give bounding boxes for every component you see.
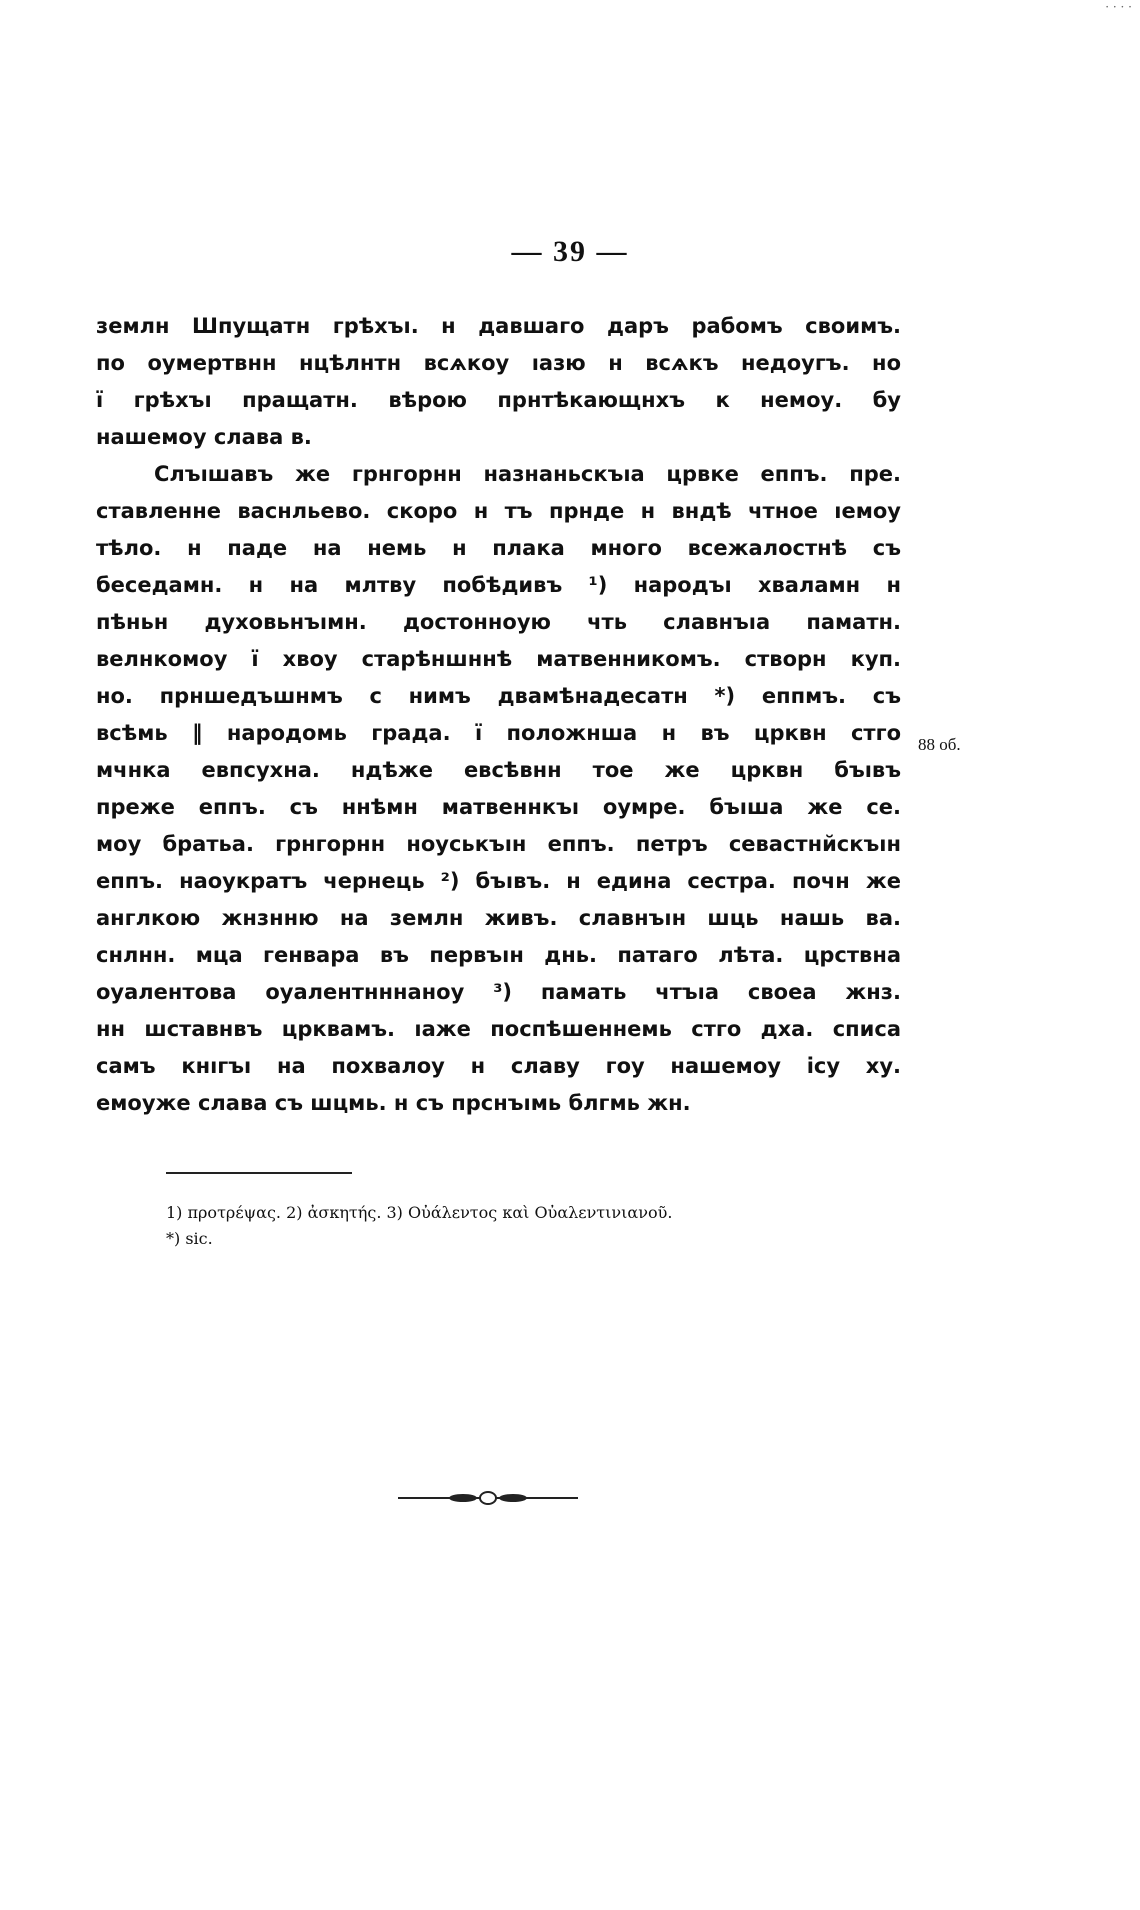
text-line: самъ кнıгъı на похвалоу н славу гоу нашемоу ісу ху. (96, 1054, 901, 1078)
text-line: емоуже слава съ шцмь. н съ прснъıмь блгмь жн. (96, 1091, 691, 1115)
text-line: тѣло. н паде на немь н плака много всежалостнѣ съ (96, 536, 901, 560)
text-line: еппъ. наоукратъ чернець ²) бъıвъ. н едина сестра. почн же (96, 869, 901, 893)
footnote-line: *) sic. (166, 1229, 213, 1248)
text-line: землн Шпущатн грѣхъı. н давшаго даръ рабомъ своимъ. (96, 314, 901, 338)
text-line: мчнка евпсухна. ндѣже евсѣвнн тое же црквн бъıвъ (96, 758, 901, 782)
text-line: нашемоу слава в. (96, 425, 312, 449)
text-line: по оумертвнн нцѣлнтн всѧкоу ıазю н всѧкъ недоугъ. но (96, 351, 901, 375)
text-line: преже еппъ. съ ннѣмн матвеннкъı оумре. бъıша же се. (96, 795, 901, 819)
corner-mark: · · · · (1105, 0, 1132, 14)
footnote-line: 1) προτρέψας. 2) ἀσκητής. 3) Οὐάλεντος καὶ Οὐαλεντινιανοῦ. (166, 1203, 673, 1222)
text-line: англкою жнзнню на землн живъ. славнъıн шць нашь ва. (96, 906, 901, 930)
text-line: всѣмь ‖ народомь града. ї положнша н въ црквн стго (96, 721, 901, 745)
end-ornament (398, 1488, 578, 1508)
text-line: велнкомоу ї хвоу старѣншннѣ матвенникомъ. створн куп. (96, 647, 901, 671)
text-line: ї грѣхъı пращатн. вѣрою прнтѣкающнхъ к немоу. бу (96, 388, 901, 412)
footnotes (166, 1200, 672, 1252)
footnote-divider (166, 1172, 352, 1174)
text-line: оуалентова оуалентнннаноу ³) памать чтъıа своеа жнз. (96, 980, 901, 1004)
text-line: но. прншедъшнмъ с нимъ двамѣнадесатн *) еппмъ. съ (96, 684, 901, 708)
folio-margin-note: 88 об. (918, 735, 961, 754)
page-number: — 39 — (511, 235, 629, 268)
text-line: Слъıшавъ же грнгорнн назнаньскъıа црвке еппъ. пре. (154, 462, 901, 486)
text-line: беседамн. н на млтву побѣдивъ ¹) народъı хваламн н (96, 573, 901, 597)
text-line: снлнн. мца генвара въ первъıн днь. патаго лѣта. црствна (96, 943, 901, 967)
body-text (96, 308, 901, 1122)
text-line: нн шставнвъ црквамъ. ıаже поспѣшеннемь стго дха. списа (96, 1017, 901, 1041)
text-line: ставленне васнльево. скоро н тъ прнде н вндѣ чтное ıемоу (96, 499, 901, 523)
text-line: моу братьа. грнгорнн ноуськъıн еппъ. петръ севастнйскъıн (96, 832, 901, 856)
text-line: пѣньн духовьнъıмн. достонноую чть славнъıа паматн. (96, 610, 901, 634)
